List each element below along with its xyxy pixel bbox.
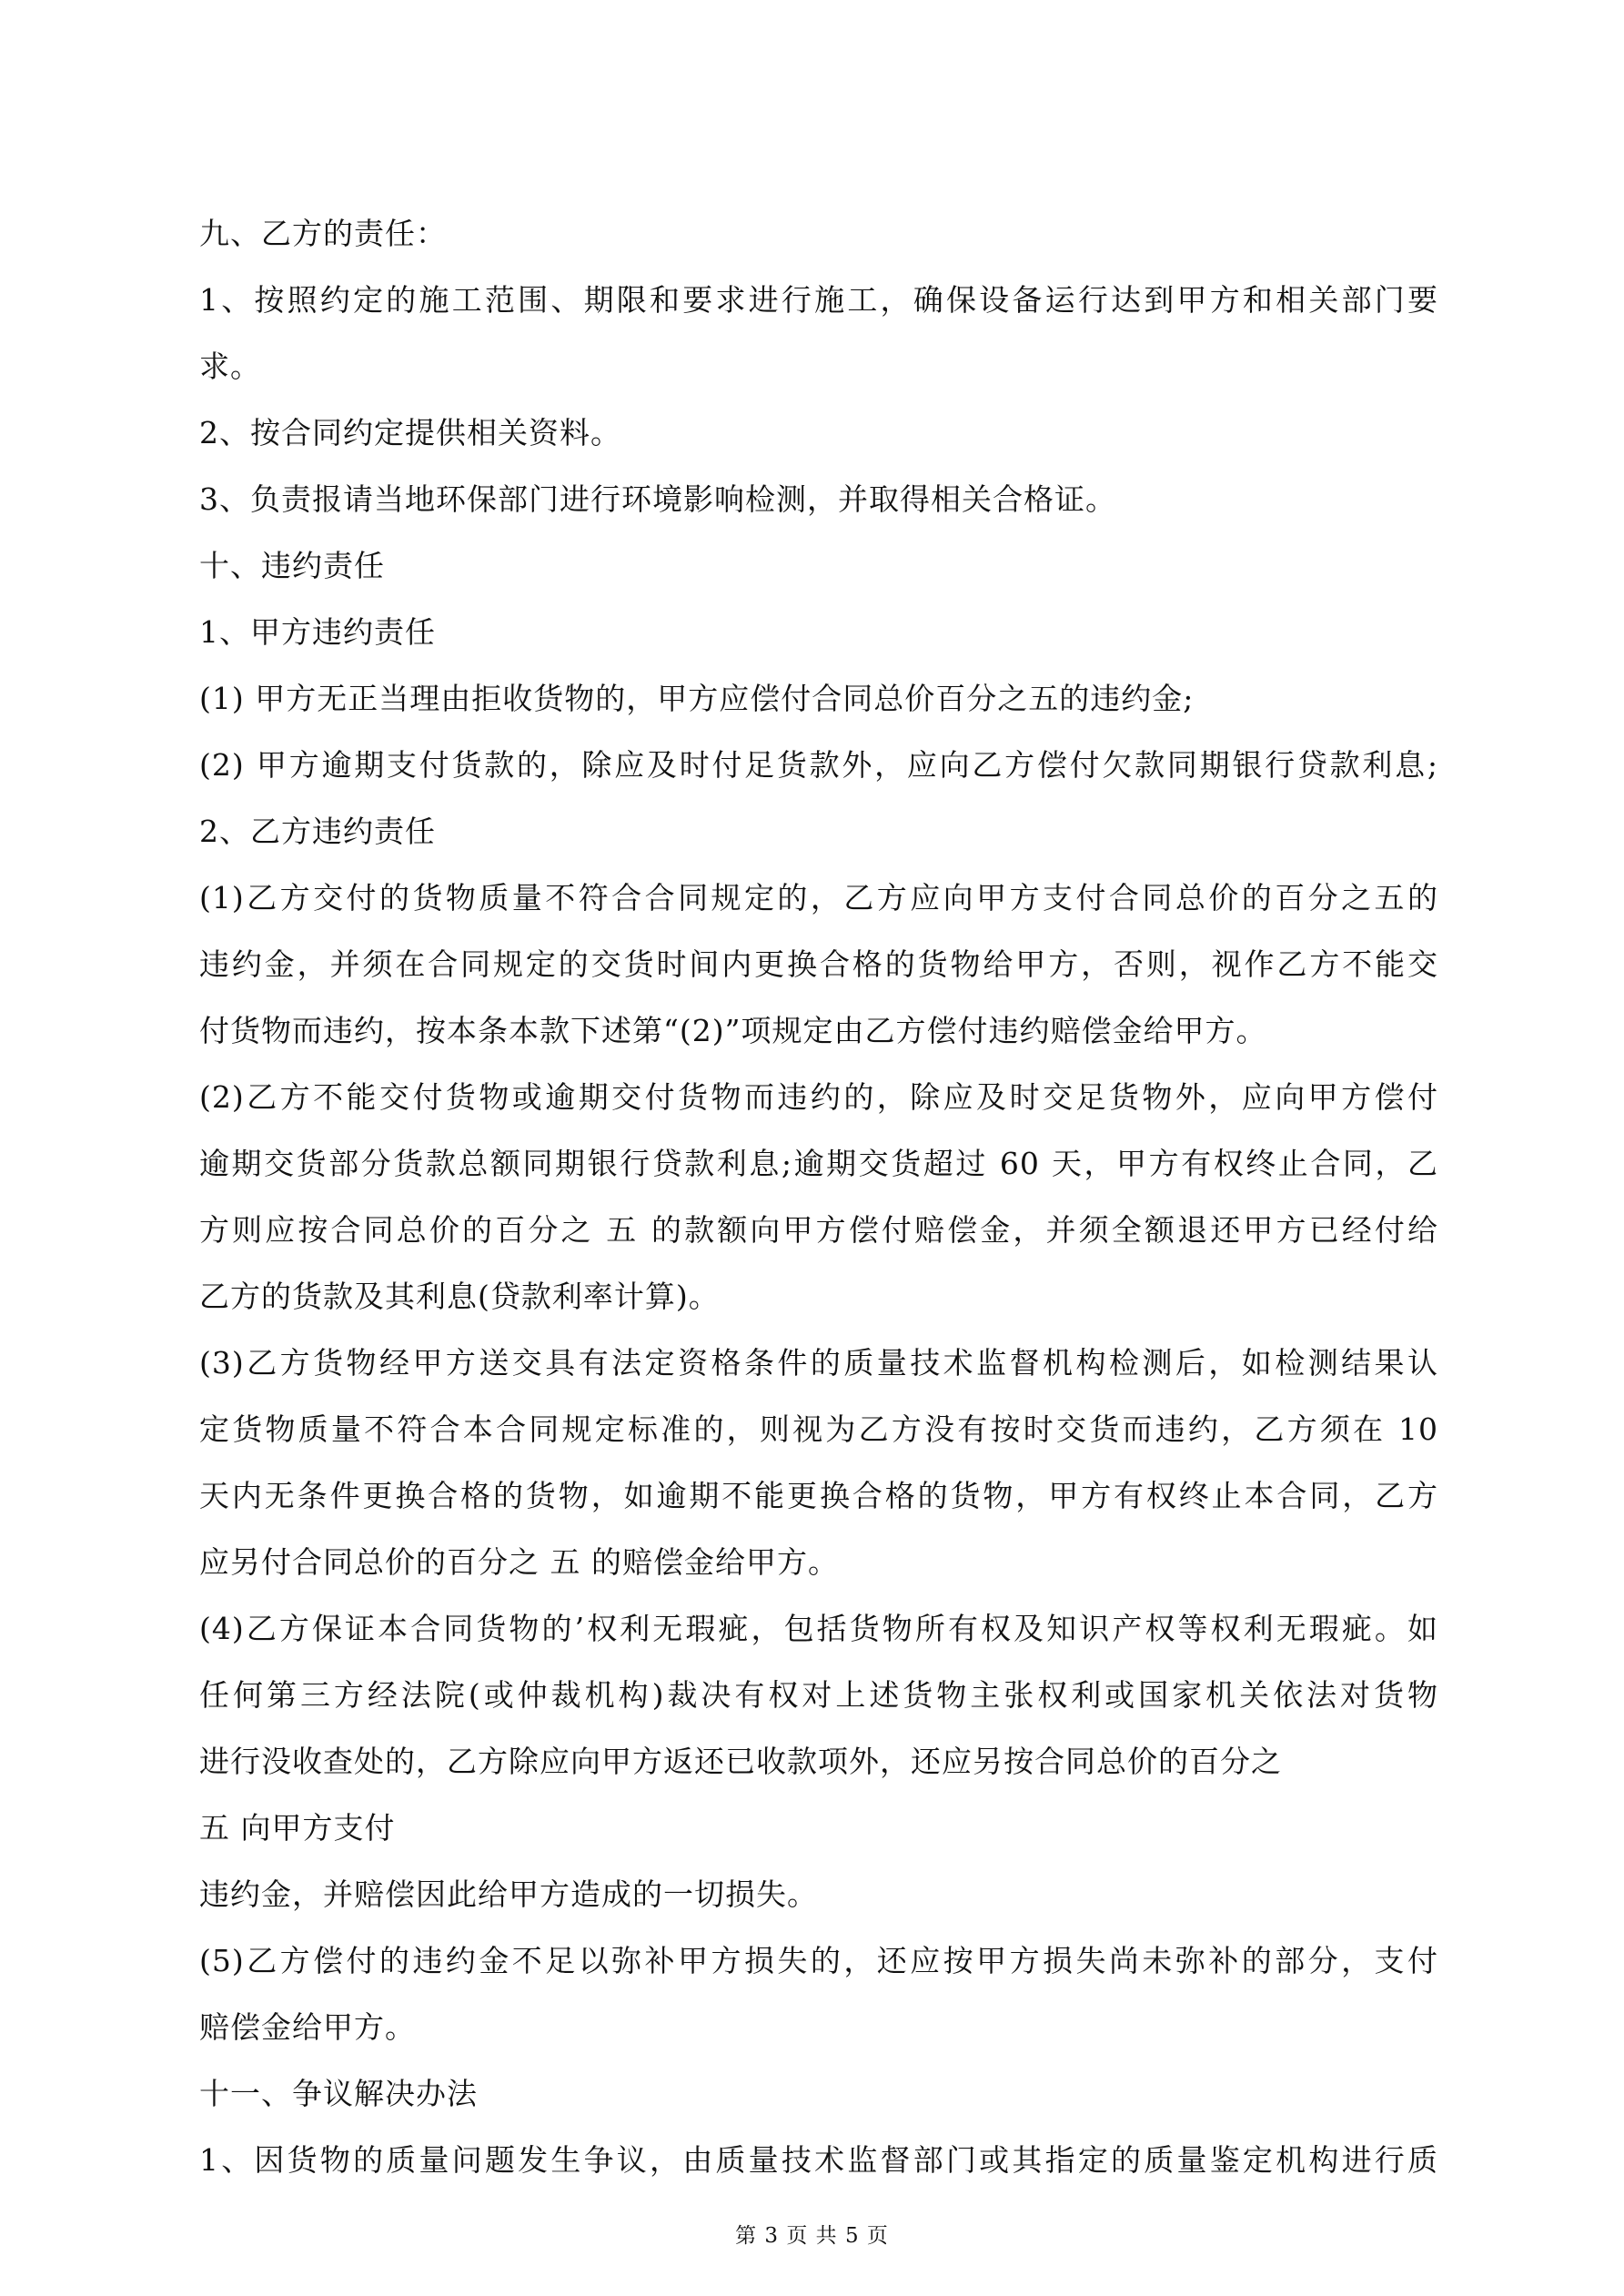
text-line: 应另付合同总价的百分之 五 的赔偿金给甲方。 — [199, 1544, 839, 1580]
text-line: 2、乙方违约责任 — [199, 814, 436, 849]
text-line: 2、按合同约定提供相关资料。 — [199, 415, 621, 450]
text-line: 五 向甲方支付 — [199, 1810, 396, 1846]
text-line: 十、违约责任 — [199, 548, 385, 583]
text-line: 1、甲方违约责任 — [199, 614, 436, 650]
text-line: (1) 甲方无正当理由拒收货物的，甲方应偿付合同总价百分之五的违约金; — [199, 681, 1195, 716]
text-line: 方则应按合同总价的百分之 五 的款额向甲方偿付赔偿金，并须全额退还甲方已经付给 — [199, 1212, 1438, 1248]
text-line: 逾期交货部分货款总额同期银行贷款利息;逾期交货超过 60 天，甲方有权终止合同，乙 — [199, 1146, 1438, 1181]
text-line: 定货物质量不符合本合同规定标准的，则视为乙方没有按时交货而违约，乙方须在 10 — [199, 1411, 1438, 1447]
page-footer: 第 3 页 共 5 页 — [735, 2224, 889, 2248]
text-line: (5)乙方偿付的违约金不足以弥补甲方损失的，还应按甲方损失尚未弥补的部分，支付 — [199, 1943, 1438, 1978]
text-line: (2)乙方不能交付货物或逾期交付货物而违约的，除应及时交足货物外，应向甲方偿付 — [199, 1079, 1438, 1115]
text-line: 求。 — [199, 349, 261, 384]
text-line: 付货物而违约，按本条本款下述第“(2)”项规定由乙方偿付违约赔偿金给甲方。 — [199, 1013, 1267, 1048]
text-line: 赔偿金给甲方。 — [199, 2009, 416, 2045]
text-line: 乙方的货款及其利息(贷款利率计算)。 — [199, 1279, 720, 1314]
text-line: 十一、争议解决办法 — [199, 2076, 478, 2111]
text-line: (3)乙方货物经甲方送交具有法定资格条件的质量技术监督机构检测后，如检测结果认 — [199, 1345, 1438, 1381]
text-line: 九、乙方的责任： — [199, 216, 447, 251]
text-line: 进行没收查处的，乙方除应向甲方返还已收款项外，还应另按合同总价的百分之 — [199, 1744, 1282, 1779]
document-body — [199, 200, 1438, 2193]
text-line: 1、因货物的质量问题发生争议，由质量技术监督部门或其指定的质量鉴定机构进行质 — [199, 2142, 1438, 2178]
text-line: (1)乙方交付的货物质量不符合合同规定的，乙方应向甲方支付合同总价的百分之五的 — [199, 880, 1438, 915]
text-line: 3、负责报请当地环保部门进行环境影响检测，并取得相关合格证。 — [199, 481, 1116, 517]
text-line: (2) 甲方逾期支付货款的，除应及时付足货款外，应向乙方偿付欠款同期银行贷款利息; — [199, 747, 1438, 783]
text-line: 违约金，并赔偿因此给甲方造成的一切损失。 — [199, 1876, 818, 1912]
text-line: 天内无条件更换合格的货物，如逾期不能更换合格的货物，甲方有权终止本合同，乙方 — [199, 1478, 1438, 1513]
text-line: 任何第三方经法院(或仲裁机构)裁决有权对上述货物主张权利或国家机关依法对货物 — [199, 1677, 1438, 1713]
text-line: (4)乙方保证本合同货物的’权利无瑕疵，包括货物所有权及知识产权等权利无瑕疵。如 — [199, 1611, 1438, 1646]
text-line: 违约金，并须在合同规定的交货时间内更换合格的货物给甲方，否则，视作乙方不能交 — [199, 946, 1438, 982]
text-line: 1、按照约定的施工范围、期限和要求进行施工，确保设备运行达到甲方和相关部门要 — [199, 282, 1438, 318]
